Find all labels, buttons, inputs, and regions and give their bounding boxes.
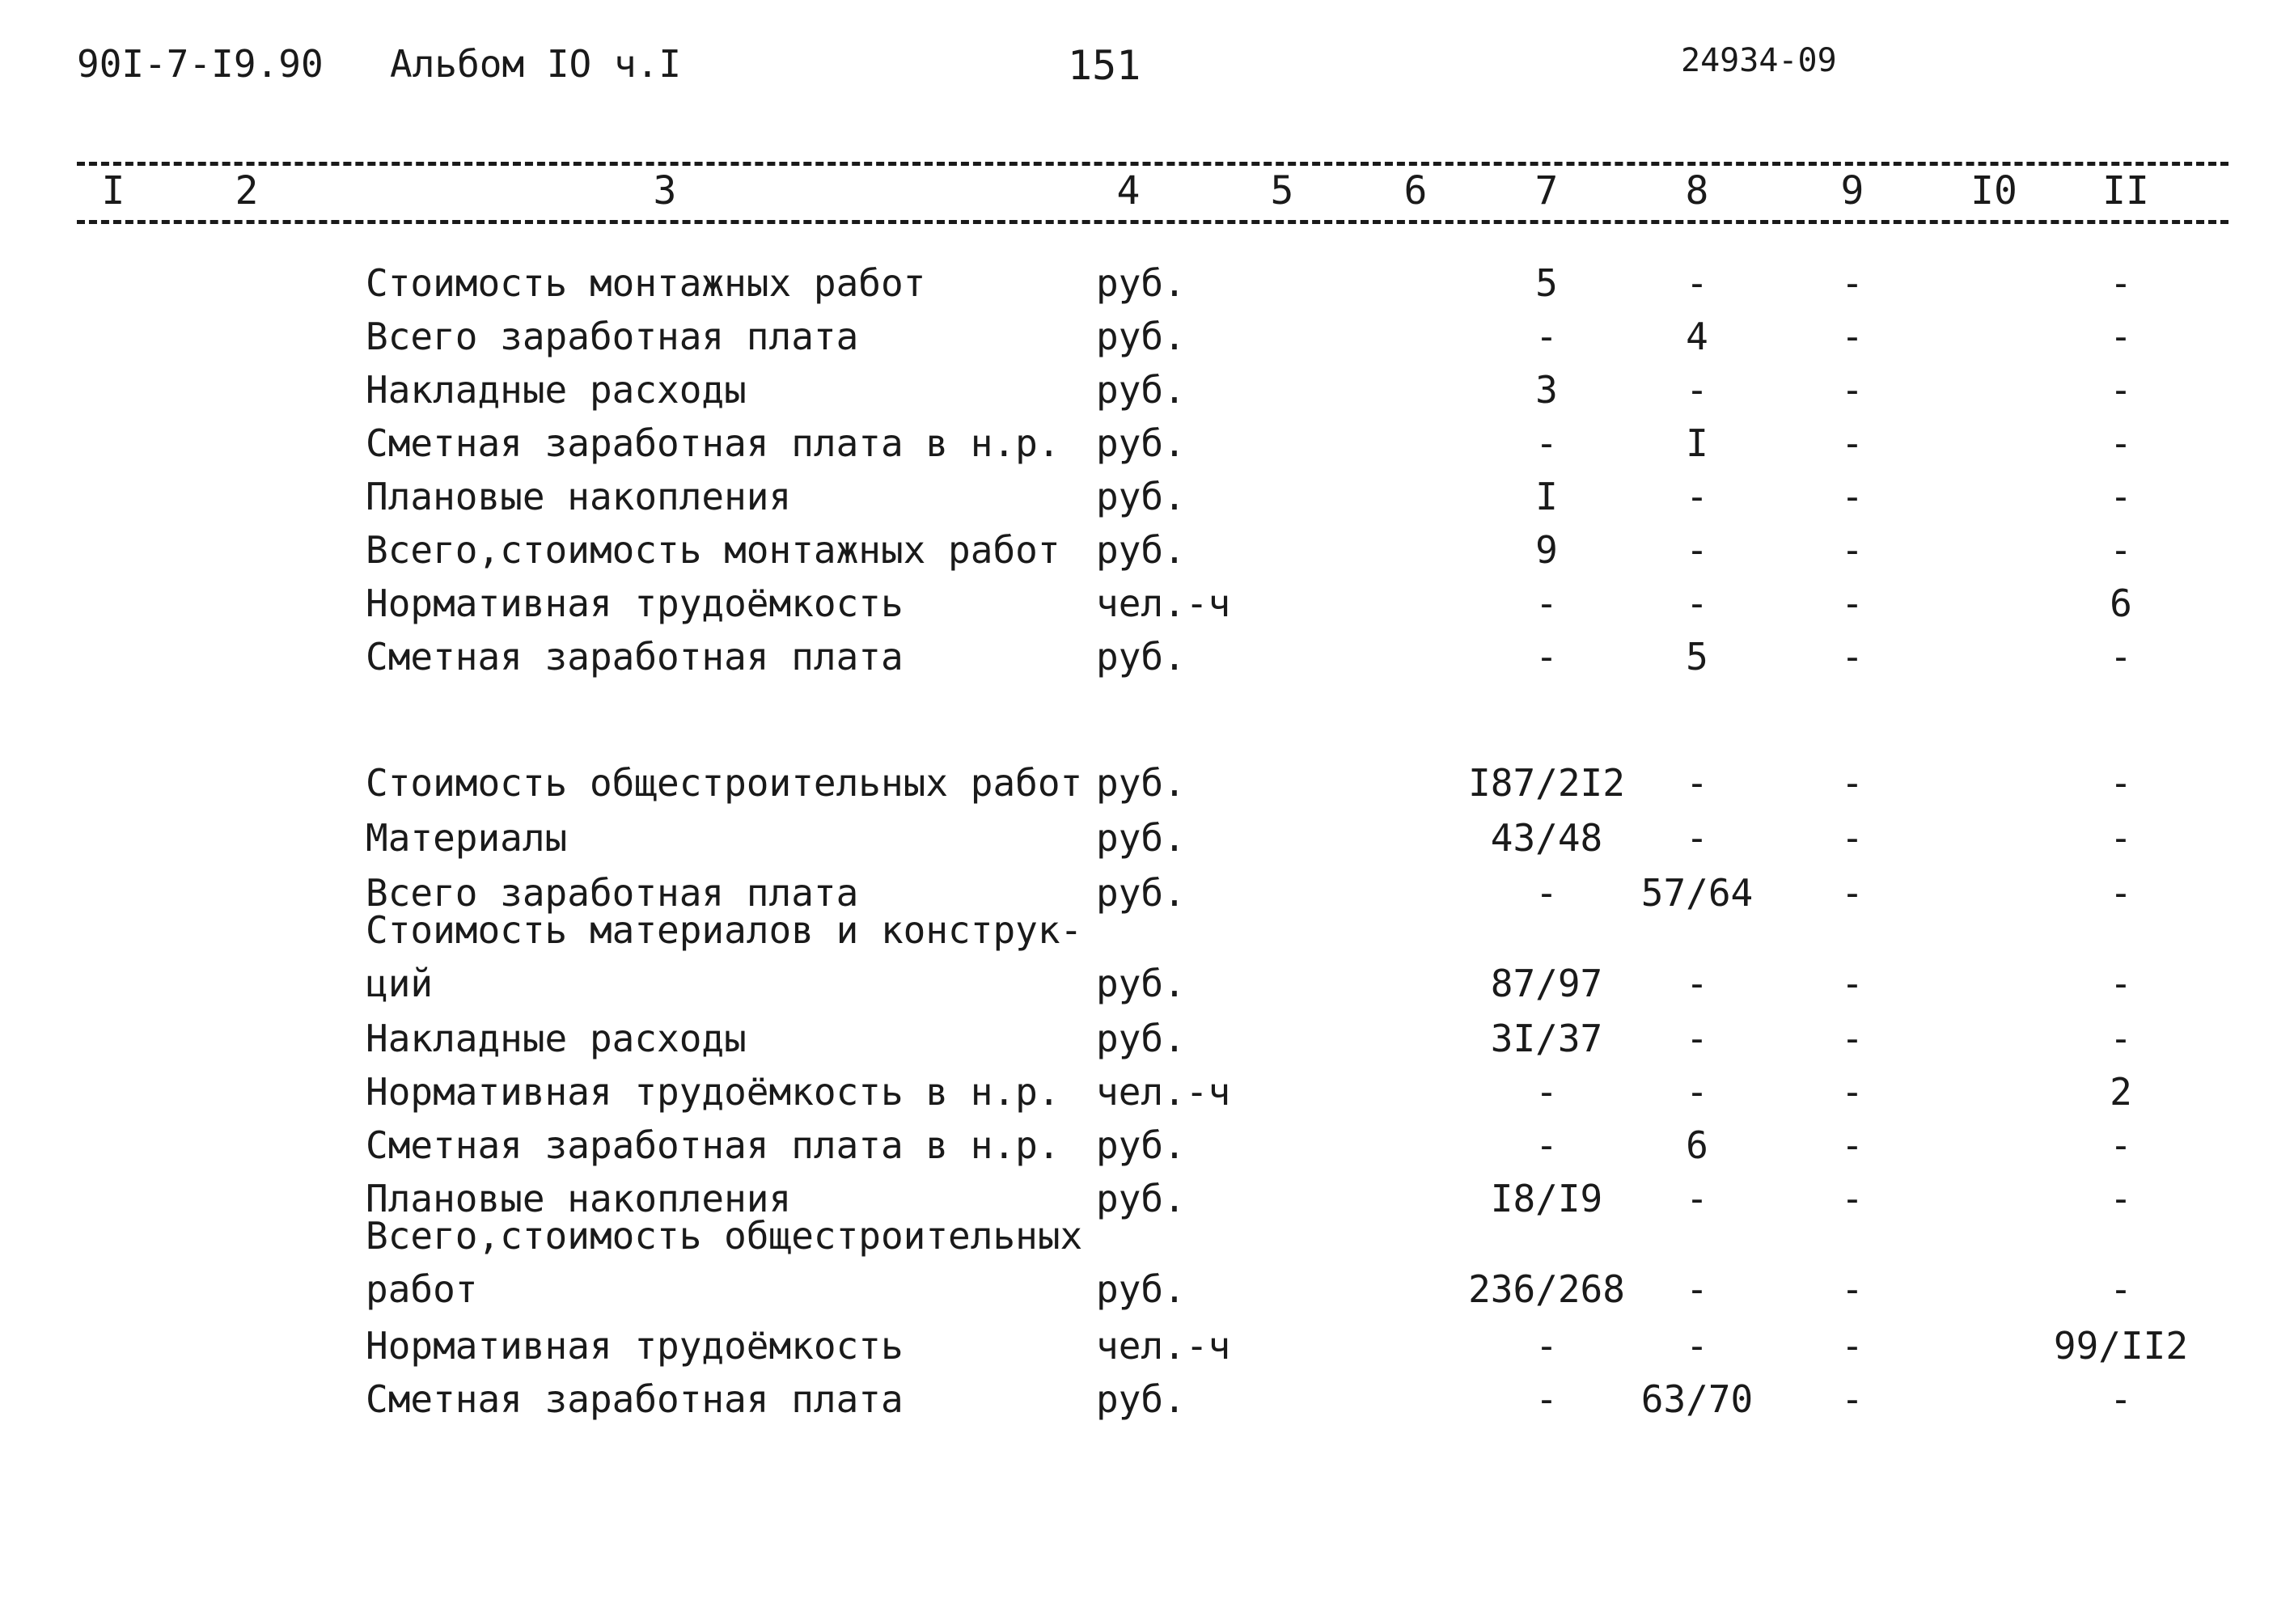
row-unit: чел.-ч: [1096, 1070, 1231, 1114]
row-label: Плановые накопления: [366, 1177, 792, 1220]
cell-col11: -: [2110, 315, 2132, 358]
row-label: Нормативная трудоёмкость в н.р.: [366, 1070, 1060, 1114]
row-unit: чел.-ч: [1096, 582, 1231, 625]
cell-col7: -: [1535, 871, 1558, 915]
cell-col8: -: [1686, 1017, 1708, 1060]
table-row: [0, 908, 2294, 1005]
column-header-7: 7: [1534, 168, 1559, 214]
cell-col8: -: [1686, 368, 1708, 412]
row-unit: руб.: [1096, 816, 1186, 860]
cell-col8: I: [1686, 421, 1708, 465]
cell-col8: -: [1686, 528, 1708, 572]
cell-col11: -: [2110, 1377, 2132, 1421]
cell-col11: -: [2110, 871, 2132, 915]
row-label: Всего заработная плата: [366, 871, 859, 915]
cell-col8: 63/70: [1640, 1377, 1754, 1421]
table-row: [0, 408, 2294, 465]
row-unit: руб.: [1096, 1267, 1186, 1311]
cell-col11: -: [2110, 475, 2132, 518]
cell-col11: -: [2110, 962, 2132, 1005]
cell-col8: -: [1686, 475, 1708, 518]
table-row: [0, 1163, 2294, 1220]
cell-col9: -: [1841, 871, 1864, 915]
table-row: [0, 802, 2294, 860]
cell-col8: -: [1686, 761, 1708, 805]
cell-col9: -: [1841, 816, 1864, 860]
page-number: 151: [1068, 42, 1141, 89]
cell-col7: 43/48: [1490, 816, 1603, 860]
cell-col9: -: [1841, 1267, 1864, 1311]
document-code: 90I-7-I9.90: [77, 42, 324, 86]
row-label: Накладные расходы: [366, 368, 747, 412]
row-label: Стоимость монтажных работ: [366, 261, 926, 305]
row-unit: руб.: [1096, 1123, 1186, 1167]
cell-col8: 57/64: [1640, 871, 1754, 915]
row-label: Всего,стоимость общестроительных: [366, 1214, 1083, 1258]
row-unit: руб.: [1096, 475, 1186, 518]
cell-col8: -: [1686, 261, 1708, 305]
cell-col7: -: [1535, 582, 1558, 625]
cell-col9: -: [1841, 528, 1864, 572]
row-label: Сметная заработная плата в н.р.: [366, 421, 1060, 465]
table-row: [0, 1003, 2294, 1060]
cell-col9: -: [1841, 261, 1864, 305]
cell-col7: I8/I9: [1490, 1177, 1603, 1220]
table-row: [0, 514, 2294, 572]
row-label: Всего заработная плата: [366, 315, 859, 358]
table-row: [0, 301, 2294, 358]
cell-col11: -: [2110, 261, 2132, 305]
cell-col9: -: [1841, 761, 1864, 805]
inventory-number: 24934-09: [1681, 42, 1837, 79]
cell-col8: -: [1686, 816, 1708, 860]
cell-col9: -: [1841, 1017, 1864, 1060]
cell-col9: -: [1841, 421, 1864, 465]
cell-col8: 4: [1686, 315, 1708, 358]
table-row: [0, 568, 2294, 625]
cell-col7: I87/2I2: [1468, 761, 1625, 805]
row-unit: руб.: [1096, 528, 1186, 572]
album-label: Альбом IО ч.I: [390, 42, 682, 86]
column-header-9: 9: [1840, 168, 1864, 214]
cell-col8: -: [1686, 1324, 1708, 1368]
cell-col11: -: [2110, 816, 2132, 860]
cell-col8: -: [1686, 1267, 1708, 1311]
cell-col7: -: [1535, 635, 1558, 679]
cell-col11: -: [2110, 421, 2132, 465]
cell-col7: 9: [1535, 528, 1558, 572]
row-label: Сметная заработная плата: [366, 635, 904, 679]
cell-col11: -: [2110, 528, 2132, 572]
row-label: Нормативная трудоёмкость: [366, 1324, 904, 1368]
cell-col11: -: [2110, 368, 2132, 412]
cell-col11: 99/II2: [2053, 1324, 2189, 1368]
cell-col7: 236/268: [1468, 1267, 1625, 1311]
column-header-4: 4: [1116, 168, 1141, 214]
row-label: Сметная заработная плата в н.р.: [366, 1123, 1060, 1167]
row-unit: руб.: [1096, 871, 1186, 915]
cell-col7: -: [1535, 315, 1558, 358]
row-label: Нормативная трудоёмкость: [366, 582, 904, 625]
table-row: [0, 1214, 2294, 1311]
cell-col11: -: [2110, 1017, 2132, 1060]
cell-col7: -: [1535, 421, 1558, 465]
row-label: Стоимость общестроительных работ: [366, 761, 1083, 805]
row-label: Сметная заработная плата: [366, 1377, 904, 1421]
cell-col11: -: [2110, 1123, 2132, 1167]
column-header-3: 3: [653, 168, 677, 214]
cell-col11: -: [2110, 1177, 2132, 1220]
row-unit: руб.: [1096, 761, 1186, 805]
cell-col9: -: [1841, 962, 1864, 1005]
column-header-11: II: [2102, 168, 2149, 214]
cell-col7: -: [1535, 1070, 1558, 1114]
row-label-continuation: ций: [366, 962, 434, 1005]
cell-col9: -: [1841, 315, 1864, 358]
column-header-8: 8: [1685, 168, 1709, 214]
table-row: [0, 354, 2294, 412]
cell-col9: -: [1841, 1070, 1864, 1114]
cell-col8: 5: [1686, 635, 1708, 679]
table-header-bottom-rule: [77, 220, 2228, 224]
row-label: Накладные расходы: [366, 1017, 747, 1060]
cell-col9: -: [1841, 635, 1864, 679]
row-label: Стоимость материалов и конструк-: [366, 908, 1083, 952]
table-row: [0, 747, 2294, 805]
cell-col7: I: [1535, 475, 1558, 518]
cell-col9: -: [1841, 1177, 1864, 1220]
cell-col11: 2: [2110, 1070, 2132, 1114]
table-row: [0, 247, 2294, 305]
column-header-6: 6: [1403, 168, 1428, 214]
row-label: Плановые накопления: [366, 475, 792, 518]
cell-col7: 87/97: [1490, 962, 1603, 1005]
row-unit: руб.: [1096, 962, 1186, 1005]
row-unit: чел.-ч: [1096, 1324, 1231, 1368]
row-label-continuation: работ: [366, 1267, 478, 1311]
cell-col9: -: [1841, 368, 1864, 412]
column-header-5: 5: [1270, 168, 1294, 214]
row-unit: руб.: [1096, 421, 1186, 465]
cell-col9: -: [1841, 475, 1864, 518]
table-row: [0, 1110, 2294, 1167]
table-row: [0, 1310, 2294, 1368]
cell-col11: 6: [2110, 582, 2132, 625]
cell-col9: -: [1841, 1377, 1864, 1421]
column-header-1: I: [101, 168, 125, 214]
cell-col9: -: [1841, 582, 1864, 625]
table-row: [0, 1056, 2294, 1114]
row-label: Материалы: [366, 816, 568, 860]
table-row: [0, 621, 2294, 679]
row-label: Всего,стоимость монтажных работ: [366, 528, 1060, 572]
cell-col7: -: [1535, 1377, 1558, 1421]
column-header-10: I0: [1970, 168, 2017, 214]
cell-col8: -: [1686, 1177, 1708, 1220]
column-header-2: 2: [235, 168, 259, 214]
cell-col8: -: [1686, 582, 1708, 625]
cell-col11: -: [2110, 635, 2132, 679]
table-row: [0, 461, 2294, 518]
cell-col8: 6: [1686, 1123, 1708, 1167]
row-unit: руб.: [1096, 1177, 1186, 1220]
cell-col8: -: [1686, 962, 1708, 1005]
row-unit: руб.: [1096, 315, 1186, 358]
table-header-top-rule: [77, 162, 2228, 166]
row-unit: руб.: [1096, 261, 1186, 305]
table-row: [0, 857, 2294, 915]
cell-col7: 5: [1535, 261, 1558, 305]
row-unit: руб.: [1096, 635, 1186, 679]
cell-col7: -: [1535, 1123, 1558, 1167]
cell-col8: -: [1686, 1070, 1708, 1114]
cell-col9: -: [1841, 1123, 1864, 1167]
row-unit: руб.: [1096, 1017, 1186, 1060]
row-unit: руб.: [1096, 368, 1186, 412]
cell-col9: -: [1841, 1324, 1864, 1368]
cell-col11: -: [2110, 761, 2132, 805]
table-row: [0, 1364, 2294, 1421]
cell-col7: 3I/37: [1490, 1017, 1603, 1060]
row-unit: руб.: [1096, 1377, 1186, 1421]
cell-col7: -: [1535, 1324, 1558, 1368]
cell-col11: -: [2110, 1267, 2132, 1311]
cell-col7: 3: [1535, 368, 1558, 412]
